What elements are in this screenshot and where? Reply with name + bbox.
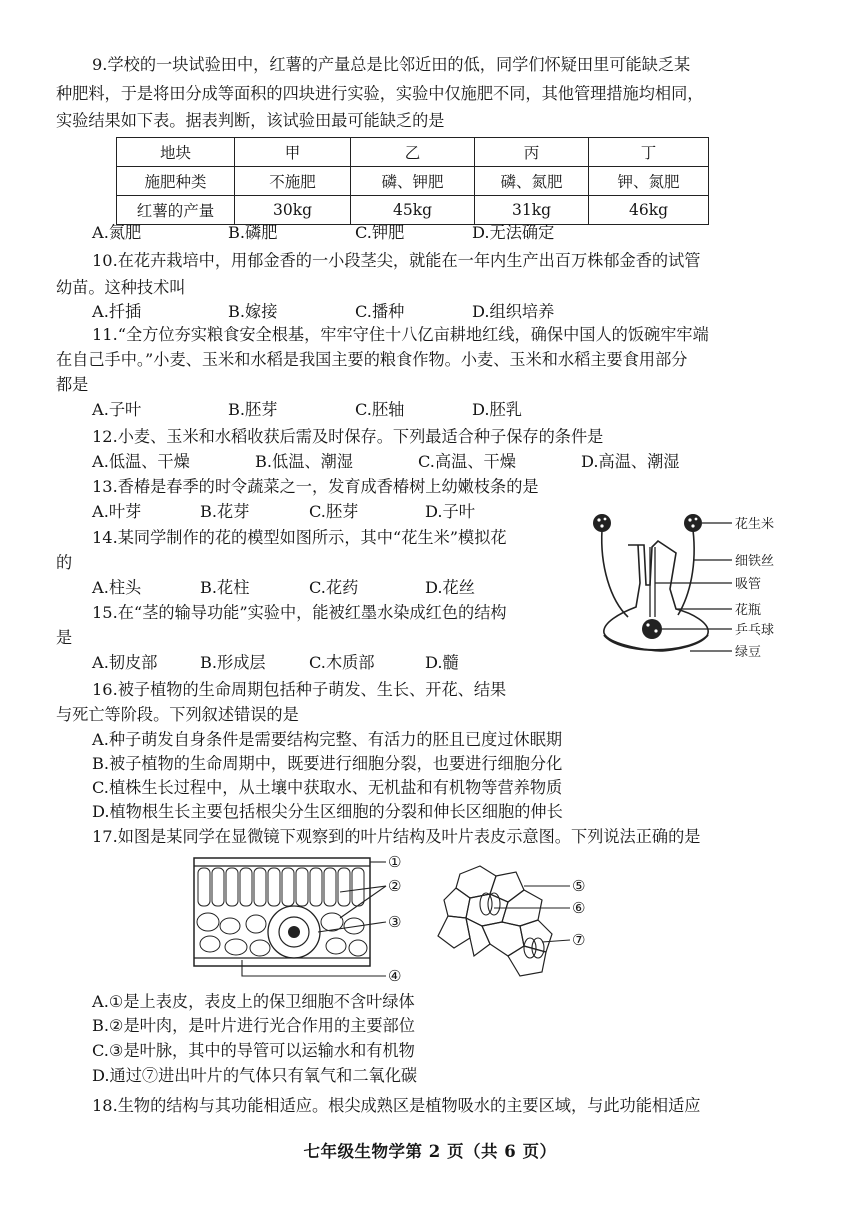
label-peanut: 花生米 — [735, 517, 775, 532]
q16-option-a[interactable]: A.种子萌发自身条件是需要结构完整、有活力的胚且已度过休眠期 — [92, 730, 563, 749]
label-3: ③ — [388, 913, 402, 931]
label-2: ② — [388, 877, 402, 895]
table-cell: 施肥种类 — [117, 167, 235, 196]
table-row — [117, 167, 709, 196]
q12-option-a[interactable]: A.低温、干燥 — [92, 452, 190, 471]
q11-option-b[interactable]: B.胚芽 — [228, 400, 278, 419]
q14-stem-line-1: 14.某同学制作的花的模型如图所示，其中“花生米”模拟花 — [92, 528, 507, 547]
q14-option-d[interactable]: D.花丝 — [425, 578, 475, 597]
q9-option-c[interactable]: C.钾肥 — [355, 223, 405, 242]
q10-option-b[interactable]: B.嫁接 — [228, 302, 278, 321]
q14-option-c[interactable]: C.花药 — [309, 578, 359, 597]
q17-option-d[interactable]: D.通过⑦进出叶片的气体只有氧气和二氧化碳 — [92, 1066, 418, 1085]
table-cell: 红薯的产量 — [117, 196, 235, 225]
table-cell: 乙 — [351, 138, 475, 167]
q13-option-b[interactable]: B.花芽 — [200, 502, 250, 521]
leaf-structure-figure — [190, 852, 610, 987]
q10-stem-line-2: 幼苗。这种技术叫 — [56, 278, 186, 297]
q9-option-b[interactable]: B.磷肥 — [228, 223, 278, 242]
q13-option-a[interactable]: A.叶芽 — [92, 502, 142, 521]
table-cell: 45kg — [351, 196, 475, 225]
table-cell: 钾、氮肥 — [589, 167, 709, 196]
label-pingpong: 乒乓球 — [735, 623, 775, 638]
table-cell: 不施肥 — [235, 167, 351, 196]
q17-stem-line-1: 17.如图是某同学在显微镜下观察到的叶片结构及叶片表皮示意图。下列说法正确的是 — [92, 827, 701, 846]
q16-stem-line-1: 16.被子植物的生命周期包括种子萌发、生长、开花、结果 — [92, 680, 507, 699]
q10-option-a[interactable]: A.扦插 — [92, 302, 142, 321]
flower-model-figure — [580, 505, 810, 670]
q15-option-d[interactable]: D.髓 — [425, 653, 459, 672]
label-4: ④ — [388, 967, 402, 985]
q10-option-c[interactable]: C.播种 — [355, 302, 405, 321]
q10-stem-line-1: 10.在花卉栽培中，用郁金香的一小段茎尖，就能在一年内生产出百万株郁金香的试管 — [92, 251, 701, 270]
q11-stem-line-2: 在自己手中。”小麦、玉米和水稻是我国主要的粮食作物。小麦、玉米和水稻主要食用部分 — [56, 350, 688, 369]
q14-stem-line-2: 的 — [56, 553, 73, 572]
q9-option-d[interactable]: D.无法确定 — [472, 223, 555, 242]
q15-option-b[interactable]: B.形成层 — [200, 653, 266, 672]
q17-option-b[interactable]: B.②是叶肉，是叶片进行光合作用的主要部位 — [92, 1016, 415, 1035]
table-cell: 丙 — [475, 138, 589, 167]
q11-stem-line-3: 都是 — [56, 375, 89, 394]
page-footer: 七年级生物学第 2 页（共 6 页） — [303, 1142, 557, 1161]
q15-option-c[interactable]: C.木质部 — [309, 653, 375, 672]
q14-option-b[interactable]: B.花柱 — [200, 578, 250, 597]
q16-stem-line-2: 与死亡等阶段。下列叙述错误的是 — [56, 705, 299, 724]
label-1: ① — [388, 853, 402, 871]
q9-option-a[interactable]: A.氮肥 — [92, 223, 142, 242]
q13-option-c[interactable]: C.胚芽 — [309, 502, 359, 521]
label-6: ⑥ — [572, 899, 586, 917]
label-7: ⑦ — [572, 931, 586, 949]
q11-option-a[interactable]: A.子叶 — [92, 400, 142, 419]
table-row — [117, 196, 709, 225]
q15-stem-line-2: 是 — [56, 628, 73, 647]
table-cell: 30kg — [235, 196, 351, 225]
label-greenbean: 绿豆 — [735, 645, 762, 660]
q18-stem-line-1: 18.生物的结构与其功能相适应。根尖成熟区是植物吸水的主要区域，与此功能相适应 — [92, 1096, 701, 1115]
table-cell: 31kg — [475, 196, 589, 225]
table-cell: 丁 — [589, 138, 709, 167]
table-cell: 甲 — [235, 138, 351, 167]
q11-stem-line-1: 11.“全方位夯实粮食安全根基，牢牢守住十八亿亩耕地红线，确保中国人的饭碗牢牢端 — [92, 325, 709, 344]
fertilizer-table — [116, 137, 709, 225]
table-cell: 46kg — [589, 196, 709, 225]
q12-option-b[interactable]: B.低温、潮湿 — [255, 452, 353, 471]
label-straw: 吸管 — [735, 577, 762, 592]
label-wire: 细铁丝 — [735, 554, 775, 569]
table-row — [117, 138, 709, 167]
table-cell: 地块 — [117, 138, 235, 167]
q17-option-c[interactable]: C.③是叶脉，其中的导管可以运输水和有机物 — [92, 1041, 415, 1060]
q15-stem-line-1: 15.在“茎的输导功能”实验中，能被红墨水染成红色的结构 — [92, 603, 507, 622]
q9-stem-line-1: 9.学校的一块试验田中，红薯的产量总是比邻近田的低，同学们怀疑田里可能缺乏某 — [92, 55, 691, 74]
q11-option-c[interactable]: C.胚轴 — [355, 400, 405, 419]
q15-option-a[interactable]: A.韧皮部 — [92, 653, 158, 672]
q16-option-d[interactable]: D.植物根生长主要包括根尖分生区细胞的分裂和伸长区细胞的伸长 — [92, 802, 563, 821]
q9-stem-line-3: 实验结果如下表。据表判断，该试验田最可能缺乏的是 — [56, 111, 445, 130]
q17-option-a[interactable]: A.①是上表皮，表皮上的保卫细胞不含叶绿体 — [92, 992, 415, 1011]
label-vase: 花瓶 — [735, 603, 762, 618]
q11-option-d[interactable]: D.胚乳 — [472, 400, 522, 419]
q12-stem-line-1: 12.小麦、玉米和水稻收获后需及时保存。下列最适合种子保存的条件是 — [92, 427, 604, 446]
table-cell: 磷、氮肥 — [475, 167, 589, 196]
q16-option-c[interactable]: C.植株生长过程中，从土壤中获取水、无机盐和有机物等营养物质 — [92, 778, 563, 797]
q14-option-a[interactable]: A.柱头 — [92, 578, 142, 597]
label-5: ⑤ — [572, 877, 586, 895]
q12-option-c[interactable]: C.高温、干燥 — [418, 452, 516, 471]
q12-option-d[interactable]: D.高温、潮湿 — [581, 452, 680, 471]
q13-option-d[interactable]: D.子叶 — [425, 502, 475, 521]
table-cell: 磷、钾肥 — [351, 167, 475, 196]
q10-option-d[interactable]: D.组织培养 — [472, 302, 555, 321]
q9-stem-line-2: 种肥料，于是将田分成等面积的四块进行实验，实验中仅施肥不同，其他管理措施均相同， — [56, 84, 704, 103]
q16-option-b[interactable]: B.被子植物的生命周期中，既要进行细胞分裂，也要进行细胞分化 — [92, 754, 563, 773]
q13-stem-line-1: 13.香椿是春季的时令蔬菜之一，发育成香椿树上幼嫩枝条的是 — [92, 477, 539, 496]
